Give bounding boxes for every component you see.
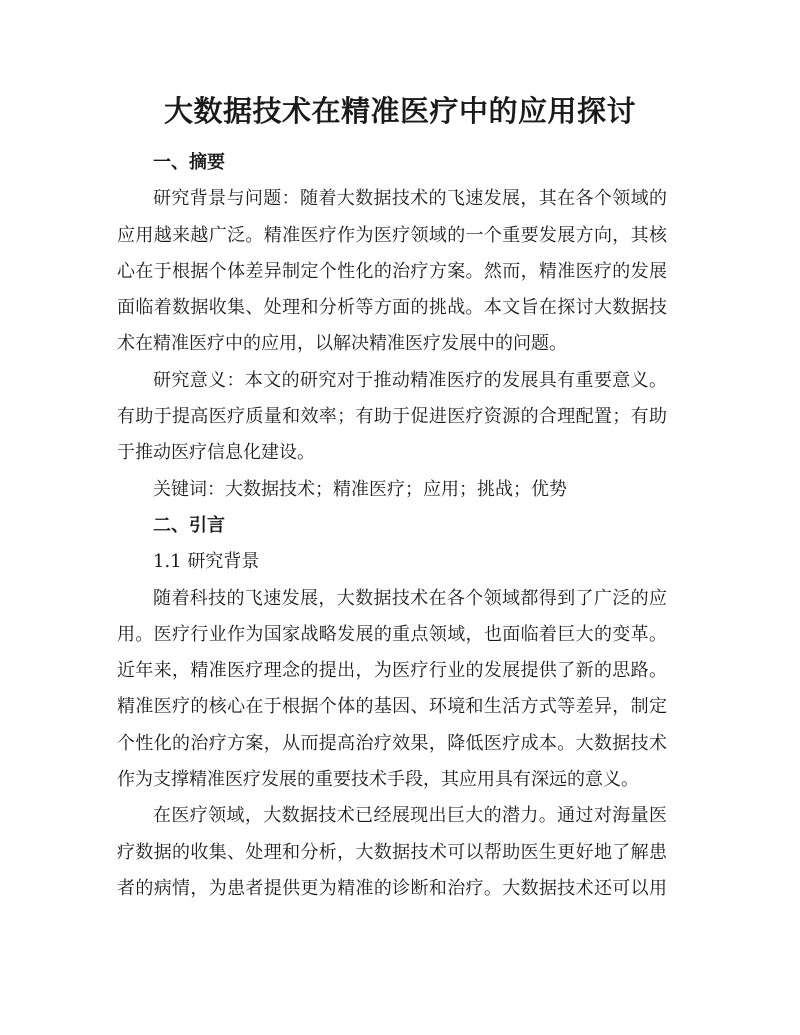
text-line: 心在于根据个体差异制定个性化的治疗方案。然而，精准医疗的发展 [117,260,667,282]
subsection-heading-background: 1.1 研究背景 [153,551,260,573]
text-line: 于推动医疗信息化建设。 [117,442,315,464]
abstract-paragraph-significance [117,363,667,472]
text-line: 个性化的治疗方案，从而提高治疗效果，降低医疗成本。大数据技术 [117,732,667,754]
text-line: 研究背景与问题：随着大数据技术的飞速发展，其在各个领域的 [153,188,667,210]
text-line: 用。医疗行业作为国家战略发展的重点领域，也面临着巨大的变革。 [117,623,667,645]
text-line: 面临着数据收集、处理和分析等方面的挑战。本文旨在探讨大数据技 [117,297,667,319]
text-line: 随着科技的飞速发展，大数据技术在各个领域都得到了广泛的应 [153,587,667,609]
document-body [117,145,667,907]
document-title: 大数据技术在精准医疗中的应用探讨 [163,94,636,128]
text-line: 在医疗领域，大数据技术已经展现出巨大的潜力。通过对海量医 [153,805,667,827]
intro-paragraph-1 [117,581,667,799]
text-line: 疗数据的收集、处理和分析，大数据技术可以帮助医生更好地了解患 [117,841,667,863]
text-line: 应用越来越广泛。精准医疗作为医疗领域的一个重要发展方向，其核 [117,224,667,246]
text-line: 精准医疗的核心在于根据个体的基因、环境和生活方式等差异，制定 [117,696,667,718]
text-line: 术在精准医疗中的应用，以解决精准医疗发展中的问题。 [117,333,567,355]
section-heading-abstract: 一、摘要 [153,152,225,173]
text-line: 作为支撑精准医疗发展的重要技术手段，其应用具有深远的意义。 [117,769,639,791]
text-line: 者的病情，为患者提供更为精准的诊断和治疗。大数据技术还可以用 [117,877,667,899]
text-line: 有助于提高医疗质量和效率；有助于促进医疗资源的合理配置；有助 [117,406,667,428]
section-heading-introduction: 二、引言 [153,514,225,536]
text-line: 研究意义：本文的研究对于推动精准医疗的发展具有重要意义。 [153,369,667,391]
text-line: 近年来，精准医疗理念的提出，为医疗行业的发展提供了新的思路。 [117,660,667,682]
abstract-paragraph-background [117,181,667,362]
keywords-line: 关键词：大数据技术；精准医疗；应用；挑战；优势 [153,478,567,500]
intro-paragraph-2 [117,798,667,907]
